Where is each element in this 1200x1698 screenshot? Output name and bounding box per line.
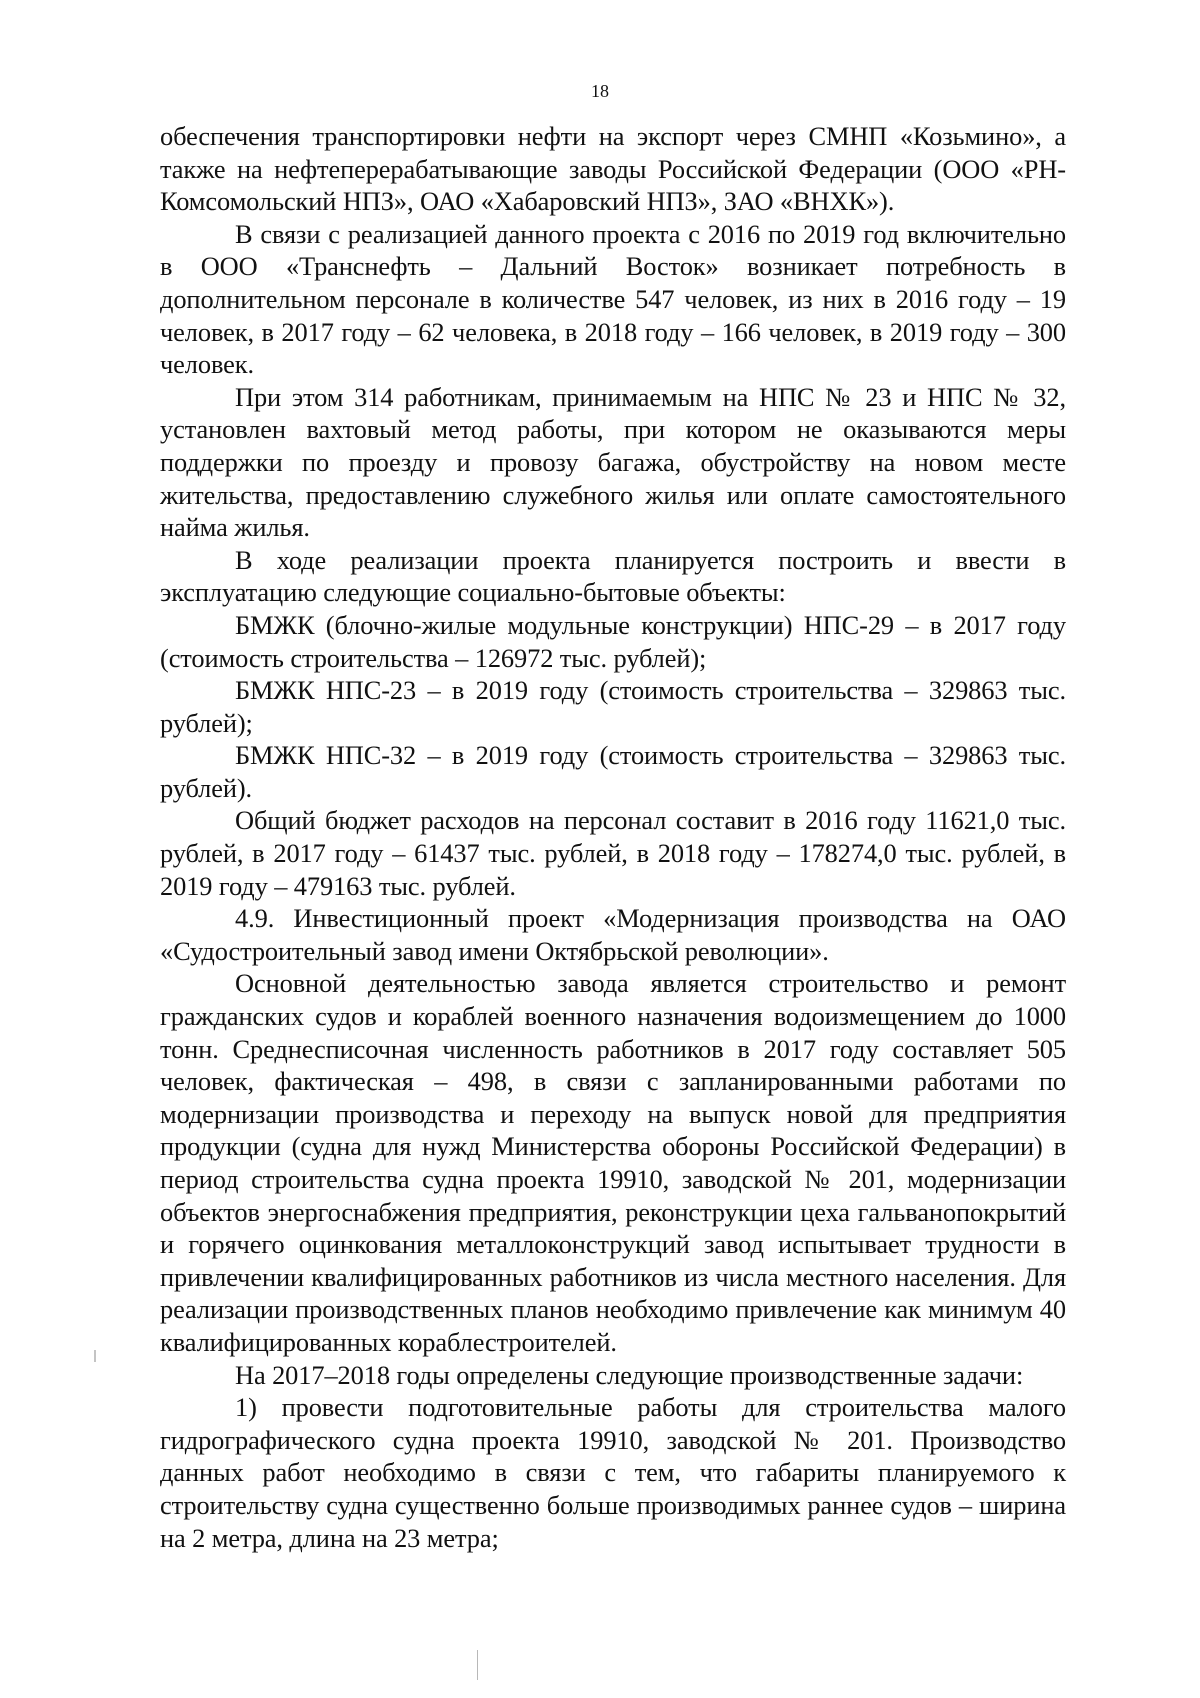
- paragraph-9: 4.9. Инвестиционный проект «Модернизация производства на ОАО «Судостроительный завод имени Октябрьской революции».: [160, 903, 1066, 966]
- document-body: [160, 120, 1066, 1554]
- paragraph-8: Общий бюджет расходов на персонал составит в 2016 году 11621,0 тыс. рублей, в 2017 году – 61437 тыс. рублей, в 2018 году – 178274,0 тыс. рублей, в 2019 году – 479163 тыс. рублей.: [160, 805, 1066, 901]
- paragraph-12: 1) провести подготовительные работы для строительства малого гидрографического судна проекта 19910, заводской № 201. Производство данных работ необходимо в связи с тем, что габариты планируемого к строительству судна существенно больше производимых раннее судов – ширина на 2 метра, длина на 23 метра;: [160, 1392, 1066, 1553]
- paragraph-7: БМЖК НПС-32 – в 2019 году (стоимость строительства – 329863 тыс. рублей).: [160, 740, 1066, 803]
- paragraph-2: В связи с реализацией данного проекта с 2016 по 2019 год включительно в ООО «Транснефть – Дальний Восток» возникает потребность в дополнительном персонале в количестве 547 человек, из них в 2016 году – 19 человек, в 2017 году – 62 человека, в 2018 году – 166 человек, в 2019 году – 300 человек.: [160, 218, 1066, 380]
- page-number: 18: [591, 81, 609, 101]
- paragraph-11: На 2017–2018 годы определены следующие производственные задачи:: [235, 1359, 1024, 1390]
- scan-mark-left: [94, 1350, 96, 1362]
- paragraph-5: БМЖК (блочно-жилые модульные конструкции) НПС-29 – в 2017 году (стоимость строительства – 126972 тыс. рублей);: [160, 609, 1066, 673]
- paragraph-3: При этом 314 работникам, принимаемым на НПС № 23 и НПС № 32, установлен вахтовый метод работы, при котором не оказываются меры поддержки по проезду и провозу багажа, обустройству на новом месте жительства, предоставлению служебного жилья или оплате самостоятельного найма жилья.: [160, 381, 1066, 543]
- paragraph-1: обеспечения транспортировки нефти на экспорт через СМНП «Козьмино», а также на нефтеперерабатывающие заводы Российской Федерации (ООО «РН-Комсомольский НПЗ», ОАО «Хабаровский НПЗ», ЗАО «ВНХК»).: [160, 121, 1066, 217]
- paragraph-6: БМЖК НПС-23 – в 2019 году (стоимость строительства – 329863 тыс. рублей);: [160, 675, 1066, 738]
- paragraph-4: В ходе реализации проекта планируется построить и ввести в эксплуатацию следующие социально-бытовые объекты:: [160, 544, 1066, 608]
- scan-mark-bottom: [477, 1650, 478, 1680]
- paragraph-10: Основной деятельностью завода является строительство и ремонт гражданских судов и кораблей военного назначения водоизмещением до 1000 тонн. Среднесписочная численность работников в 2017 году составляет 505 человек, фактическая – 498, в связи с запланированными работами по модернизации производства и переходу на выпуск новой для предприятия продукции (судна для нужд Министерства обороны Российской Федерации) в период строительства судна проекта 19910, заводской № 201, модернизации объектов энергоснабжения предприятия, реконструкции цеха гальванопокрытий и горячего оцинкования металлоконструкций завод испытывает трудности в привлечении квалифицированных работников из числа местного населения. Для реализации производственных планов необходимо привлечение как минимум 40 квалифицированных кораблестроителей.: [160, 968, 1066, 1357]
